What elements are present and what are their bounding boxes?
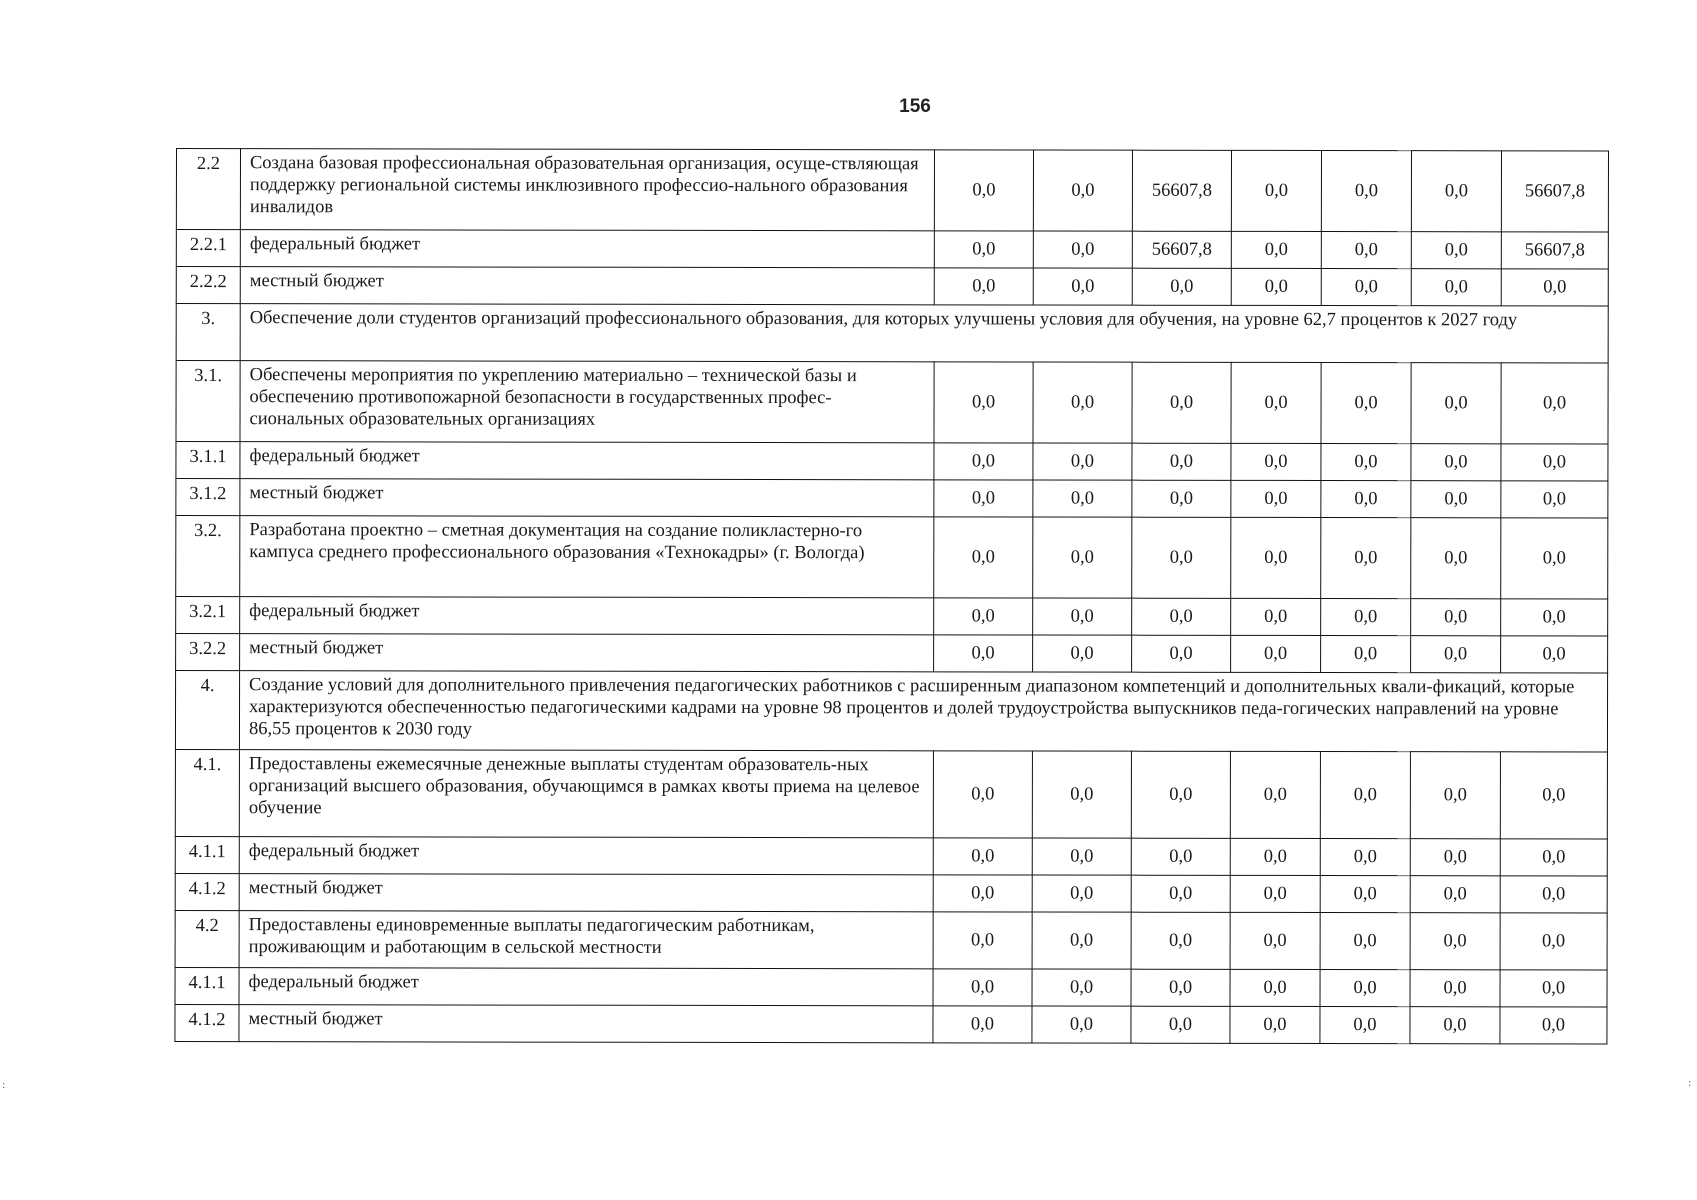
section-row: [175, 671, 1607, 752]
budget-subrow: [176, 267, 1608, 306]
row-number: 4.1.: [175, 749, 239, 836]
value-cell: 0,0: [1500, 913, 1607, 970]
value-cell: 0,0: [1320, 1006, 1410, 1043]
row-description: федеральный бюджет: [240, 230, 934, 268]
value-cell: 0,0: [1321, 362, 1411, 443]
value-cell: 0,0: [1411, 599, 1501, 636]
row-number: 2.2: [176, 149, 240, 230]
value-cell: 0,0: [1321, 480, 1411, 517]
budget-subrow: [175, 1004, 1607, 1043]
row-description: Предоставлены единовременные выплаты педагогическим работникам, проживающим и работающим в сельской местности: [239, 911, 933, 969]
value-cell: 0,0: [1321, 231, 1411, 268]
value-cell: 0,0: [1230, 912, 1320, 969]
budget-subrow: [175, 873, 1607, 912]
scan-edge-mark-left: :: [2, 1080, 6, 1091]
value-cell: 0,0: [1501, 363, 1608, 444]
value-cell: 0,0: [1411, 232, 1501, 269]
value-cell: 0,0: [1132, 598, 1231, 635]
value-cell: 0,0: [1032, 969, 1131, 1006]
value-cell: 0,0: [1032, 751, 1131, 838]
value-cell: 0,0: [934, 231, 1033, 268]
value-cell: 0,0: [1231, 150, 1321, 231]
value-cell: 0,0: [1033, 480, 1132, 517]
row-number: 4.1.2: [175, 1004, 239, 1041]
value-cell: 0,0: [1131, 838, 1230, 875]
measure-row: [176, 149, 1608, 232]
budget-table-wrapper: [174, 148, 1608, 1044]
value-cell: 0,0: [1132, 635, 1231, 672]
measure-row: [175, 749, 1607, 838]
value-cell: 0,0: [934, 517, 1033, 598]
value-cell: 0,0: [933, 969, 1032, 1006]
value-cell: 0,0: [1231, 231, 1321, 268]
row-number: 4.1.2: [175, 873, 239, 910]
value-cell: 0,0: [1411, 444, 1501, 481]
row-number: 4.2: [175, 910, 239, 967]
value-cell: 0,0: [1033, 635, 1132, 672]
value-cell: 0,0: [1321, 268, 1411, 305]
value-cell: 0,0: [1033, 268, 1132, 305]
value-cell: 56607,8: [1132, 231, 1231, 268]
value-cell: 0,0: [1032, 1006, 1131, 1043]
row-description: Обеспечены мероприятия по укреплению материально – технической базы и обеспечению противопожарной безопасности в государственных профес-сиональных образовательных организациях: [240, 361, 934, 443]
value-cell: 0,0: [1132, 362, 1231, 443]
value-cell: 0,0: [1320, 875, 1410, 912]
value-cell: 0,0: [1410, 970, 1500, 1007]
value-cell: 0,0: [1132, 268, 1231, 305]
budget-subrow: [175, 967, 1607, 1006]
row-description: Создана базовая профессиональная образовательная организация, осуще-ствляющая поддержку региональной системы инклюзивного профессио-нального образования инвалидов: [240, 149, 934, 231]
value-cell: 0,0: [1501, 481, 1608, 518]
value-cell: 0,0: [1230, 751, 1320, 838]
row-number: 4.1.1: [175, 836, 239, 873]
value-cell: 56607,8: [1501, 151, 1608, 232]
value-cell: 0,0: [934, 150, 1033, 231]
budget-subrow: [176, 230, 1608, 269]
value-cell: 0,0: [1501, 518, 1608, 599]
scan-edge-mark-right: :: [1688, 1078, 1692, 1089]
row-number: 3.2.2: [176, 634, 240, 671]
row-number: 4.: [175, 671, 239, 750]
value-cell: 0,0: [933, 838, 1032, 875]
value-cell: 0,0: [934, 443, 1033, 480]
value-cell: 0,0: [1230, 838, 1320, 875]
value-cell: 0,0: [1410, 752, 1500, 839]
value-cell: 0,0: [1230, 1006, 1320, 1043]
value-cell: 0,0: [933, 751, 1032, 838]
value-cell: 0,0: [933, 875, 1032, 912]
value-cell: 0,0: [1410, 876, 1500, 913]
value-cell: 0,0: [1131, 751, 1230, 838]
row-description: федеральный бюджет: [239, 837, 933, 875]
value-cell: 0,0: [1231, 635, 1321, 672]
table-body: [175, 149, 1609, 1044]
value-cell: 0,0: [1321, 635, 1411, 672]
value-cell: 0,0: [1131, 1006, 1230, 1043]
value-cell: 0,0: [1132, 480, 1231, 517]
row-number: 2.2.2: [176, 267, 240, 304]
value-cell: 0,0: [934, 480, 1033, 517]
value-cell: 0,0: [934, 362, 1033, 443]
budget-subrow: [176, 597, 1608, 636]
value-cell: 0,0: [1131, 912, 1230, 969]
value-cell: 0,0: [1032, 875, 1131, 912]
value-cell: 0,0: [1411, 363, 1501, 444]
row-number: 3.1.2: [176, 479, 240, 516]
value-cell: 0,0: [1231, 517, 1321, 598]
value-cell: 0,0: [1500, 1007, 1607, 1044]
value-cell: 0,0: [934, 635, 1033, 672]
value-cell: 0,0: [1230, 875, 1320, 912]
value-cell: 0,0: [1411, 518, 1501, 599]
measure-row: [176, 361, 1608, 444]
row-description: местный бюджет: [239, 1005, 933, 1043]
value-cell: 0,0: [1410, 839, 1500, 876]
row-description: федеральный бюджет: [240, 597, 934, 635]
row-number: 3.2.1: [176, 597, 240, 634]
value-cell: 0,0: [1321, 598, 1411, 635]
value-cell: 0,0: [1033, 443, 1132, 480]
value-cell: 0,0: [1231, 268, 1321, 305]
budget-table: [174, 148, 1609, 1044]
row-description: Предоставлены ежемесячные денежные выплаты студентам образователь-ных организаций высшего образования, обучающимся в рамках квоты приема на целевое обучение: [239, 750, 933, 838]
row-number: 2.2.1: [176, 230, 240, 267]
value-cell: 0,0: [1411, 269, 1501, 306]
value-cell: 0,0: [1033, 598, 1132, 635]
value-cell: 0,0: [1131, 969, 1230, 1006]
value-cell: 0,0: [1033, 150, 1132, 231]
page-number: 156: [899, 96, 931, 117]
value-cell: 0,0: [1033, 231, 1132, 268]
row-description: федеральный бюджет: [239, 968, 933, 1006]
value-cell: 0,0: [1321, 443, 1411, 480]
value-cell: 0,0: [933, 912, 1032, 969]
value-cell: 0,0: [1320, 969, 1410, 1006]
section-description: Обеспечение доли студентов организаций профессионального образования, для которых улучшены условия для обучения, на уровне 62,7 процентов к 2027 году: [240, 304, 1608, 363]
value-cell: 0,0: [1410, 1007, 1500, 1044]
value-cell: 0,0: [1231, 443, 1321, 480]
measure-row: [176, 516, 1608, 599]
value-cell: 0,0: [934, 598, 1033, 635]
value-cell: 0,0: [1500, 752, 1607, 839]
section-description: Создание условий для дополнительного привлечения педагогических работников с расширенным диапазоном компетенций и дополнительных квали-фикаций, которые характеризуются обеспеченностью педагогическими кадрами на уровне 98 процентов и долей трудоустройства выпускников педа-гогических направлений на уровне 86,55 процентов к 2030 году: [239, 671, 1607, 752]
value-cell: 56607,8: [1501, 232, 1608, 269]
budget-subrow: [176, 479, 1608, 518]
row-description: местный бюджет: [240, 267, 934, 305]
value-cell: 0,0: [1231, 598, 1321, 635]
value-cell: 0,0: [1033, 517, 1132, 598]
value-cell: 0,0: [1132, 517, 1231, 598]
row-number: 3.: [176, 304, 240, 361]
value-cell: 56607,8: [1132, 150, 1231, 231]
value-cell: 0,0: [1411, 636, 1501, 673]
value-cell: 0,0: [934, 268, 1033, 305]
value-cell: 0,0: [1131, 875, 1230, 912]
value-cell: 0,0: [1501, 444, 1608, 481]
section-row: [176, 304, 1608, 363]
value-cell: 0,0: [1411, 151, 1501, 232]
value-cell: 0,0: [1410, 913, 1500, 970]
value-cell: 0,0: [1500, 970, 1607, 1007]
value-cell: 0,0: [1411, 481, 1501, 518]
value-cell: 0,0: [1033, 362, 1132, 443]
value-cell: 0,0: [1321, 150, 1411, 231]
row-number: 3.1.1: [176, 442, 240, 479]
row-description: местный бюджет: [240, 479, 934, 517]
value-cell: 0,0: [933, 1006, 1032, 1043]
value-cell: 0,0: [1231, 362, 1321, 443]
row-description: федеральный бюджет: [240, 442, 934, 480]
value-cell: 0,0: [1501, 636, 1608, 673]
row-description: местный бюджет: [239, 874, 933, 912]
row-number: 4.1.1: [175, 967, 239, 1004]
value-cell: 0,0: [1032, 912, 1131, 969]
value-cell: 0,0: [1501, 269, 1608, 306]
value-cell: 0,0: [1132, 443, 1231, 480]
budget-subrow: [175, 836, 1607, 875]
budget-subrow: [176, 634, 1608, 673]
row-description: Разработана проектно – сметная документация на создание поликластерно-го кампуса среднего профессионального образования «Технокадры» (г. Вологда): [240, 516, 934, 598]
budget-subrow: [176, 442, 1608, 481]
value-cell: 0,0: [1230, 969, 1320, 1006]
measure-row: [175, 910, 1607, 969]
row-number: 3.1.: [176, 361, 240, 442]
value-cell: 0,0: [1500, 839, 1607, 876]
row-description: местный бюджет: [240, 634, 934, 672]
row-number: 3.2.: [176, 516, 240, 597]
value-cell: 0,0: [1500, 876, 1607, 913]
value-cell: 0,0: [1032, 838, 1131, 875]
value-cell: 0,0: [1231, 480, 1321, 517]
value-cell: 0,0: [1320, 838, 1410, 875]
value-cell: 0,0: [1320, 912, 1410, 969]
value-cell: 0,0: [1501, 599, 1608, 636]
value-cell: 0,0: [1321, 517, 1411, 598]
value-cell: 0,0: [1320, 751, 1410, 838]
